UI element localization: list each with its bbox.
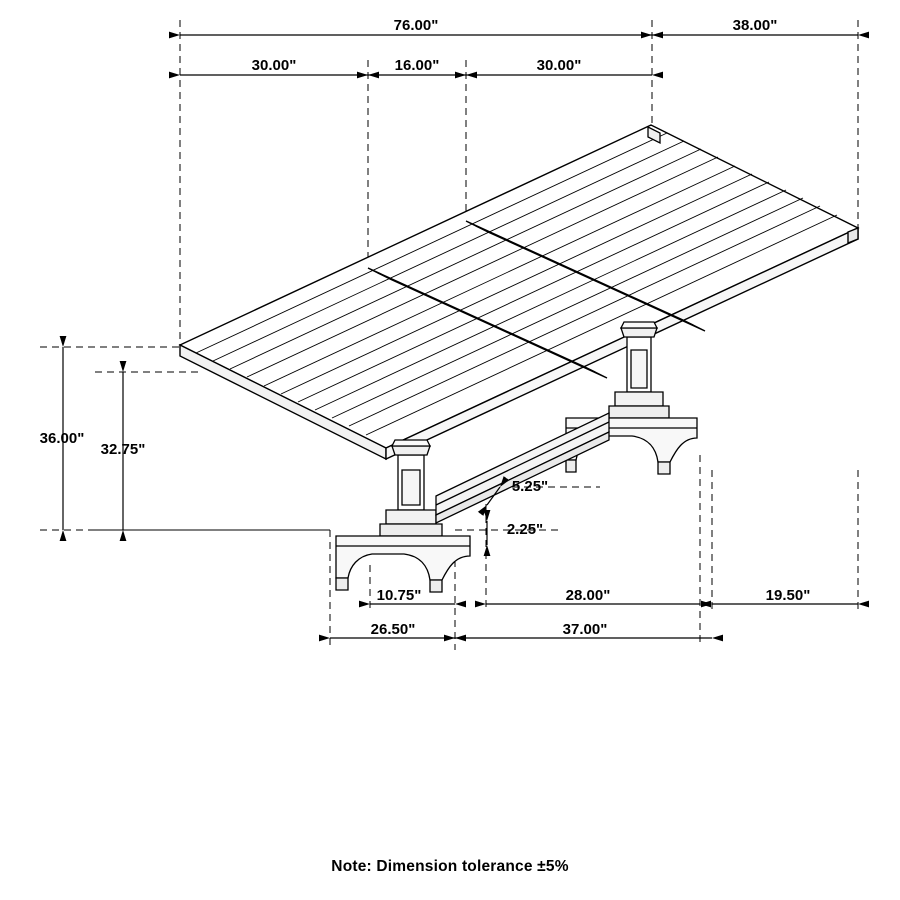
dim-label-30-right: 30.00": [536, 57, 582, 74]
dim-label-2800: 28.00": [565, 587, 611, 604]
tolerance-note: Note: Dimension tolerance ±5%: [331, 858, 569, 875]
dim-label-30-left: 30.00": [251, 57, 297, 74]
dim-label-3700: 37.00": [562, 621, 608, 638]
dim-label-525: 5.25": [511, 478, 549, 495]
table-top: [180, 125, 858, 459]
stretcher: [436, 413, 609, 523]
dim-label-1075: 10.75": [376, 587, 422, 604]
dim-label-76: 76.00": [393, 17, 439, 34]
dim-label-225: 2.25": [506, 521, 544, 538]
dim-label-2650: 26.50": [370, 621, 416, 638]
dim-label-38: 38.00": [732, 17, 778, 34]
dim-label-1950: 19.50": [765, 587, 811, 604]
dim-label-36: 36.00": [39, 430, 85, 447]
dim-label-16: 16.00": [394, 57, 440, 74]
dim-label-3275: 32.75": [100, 441, 146, 458]
